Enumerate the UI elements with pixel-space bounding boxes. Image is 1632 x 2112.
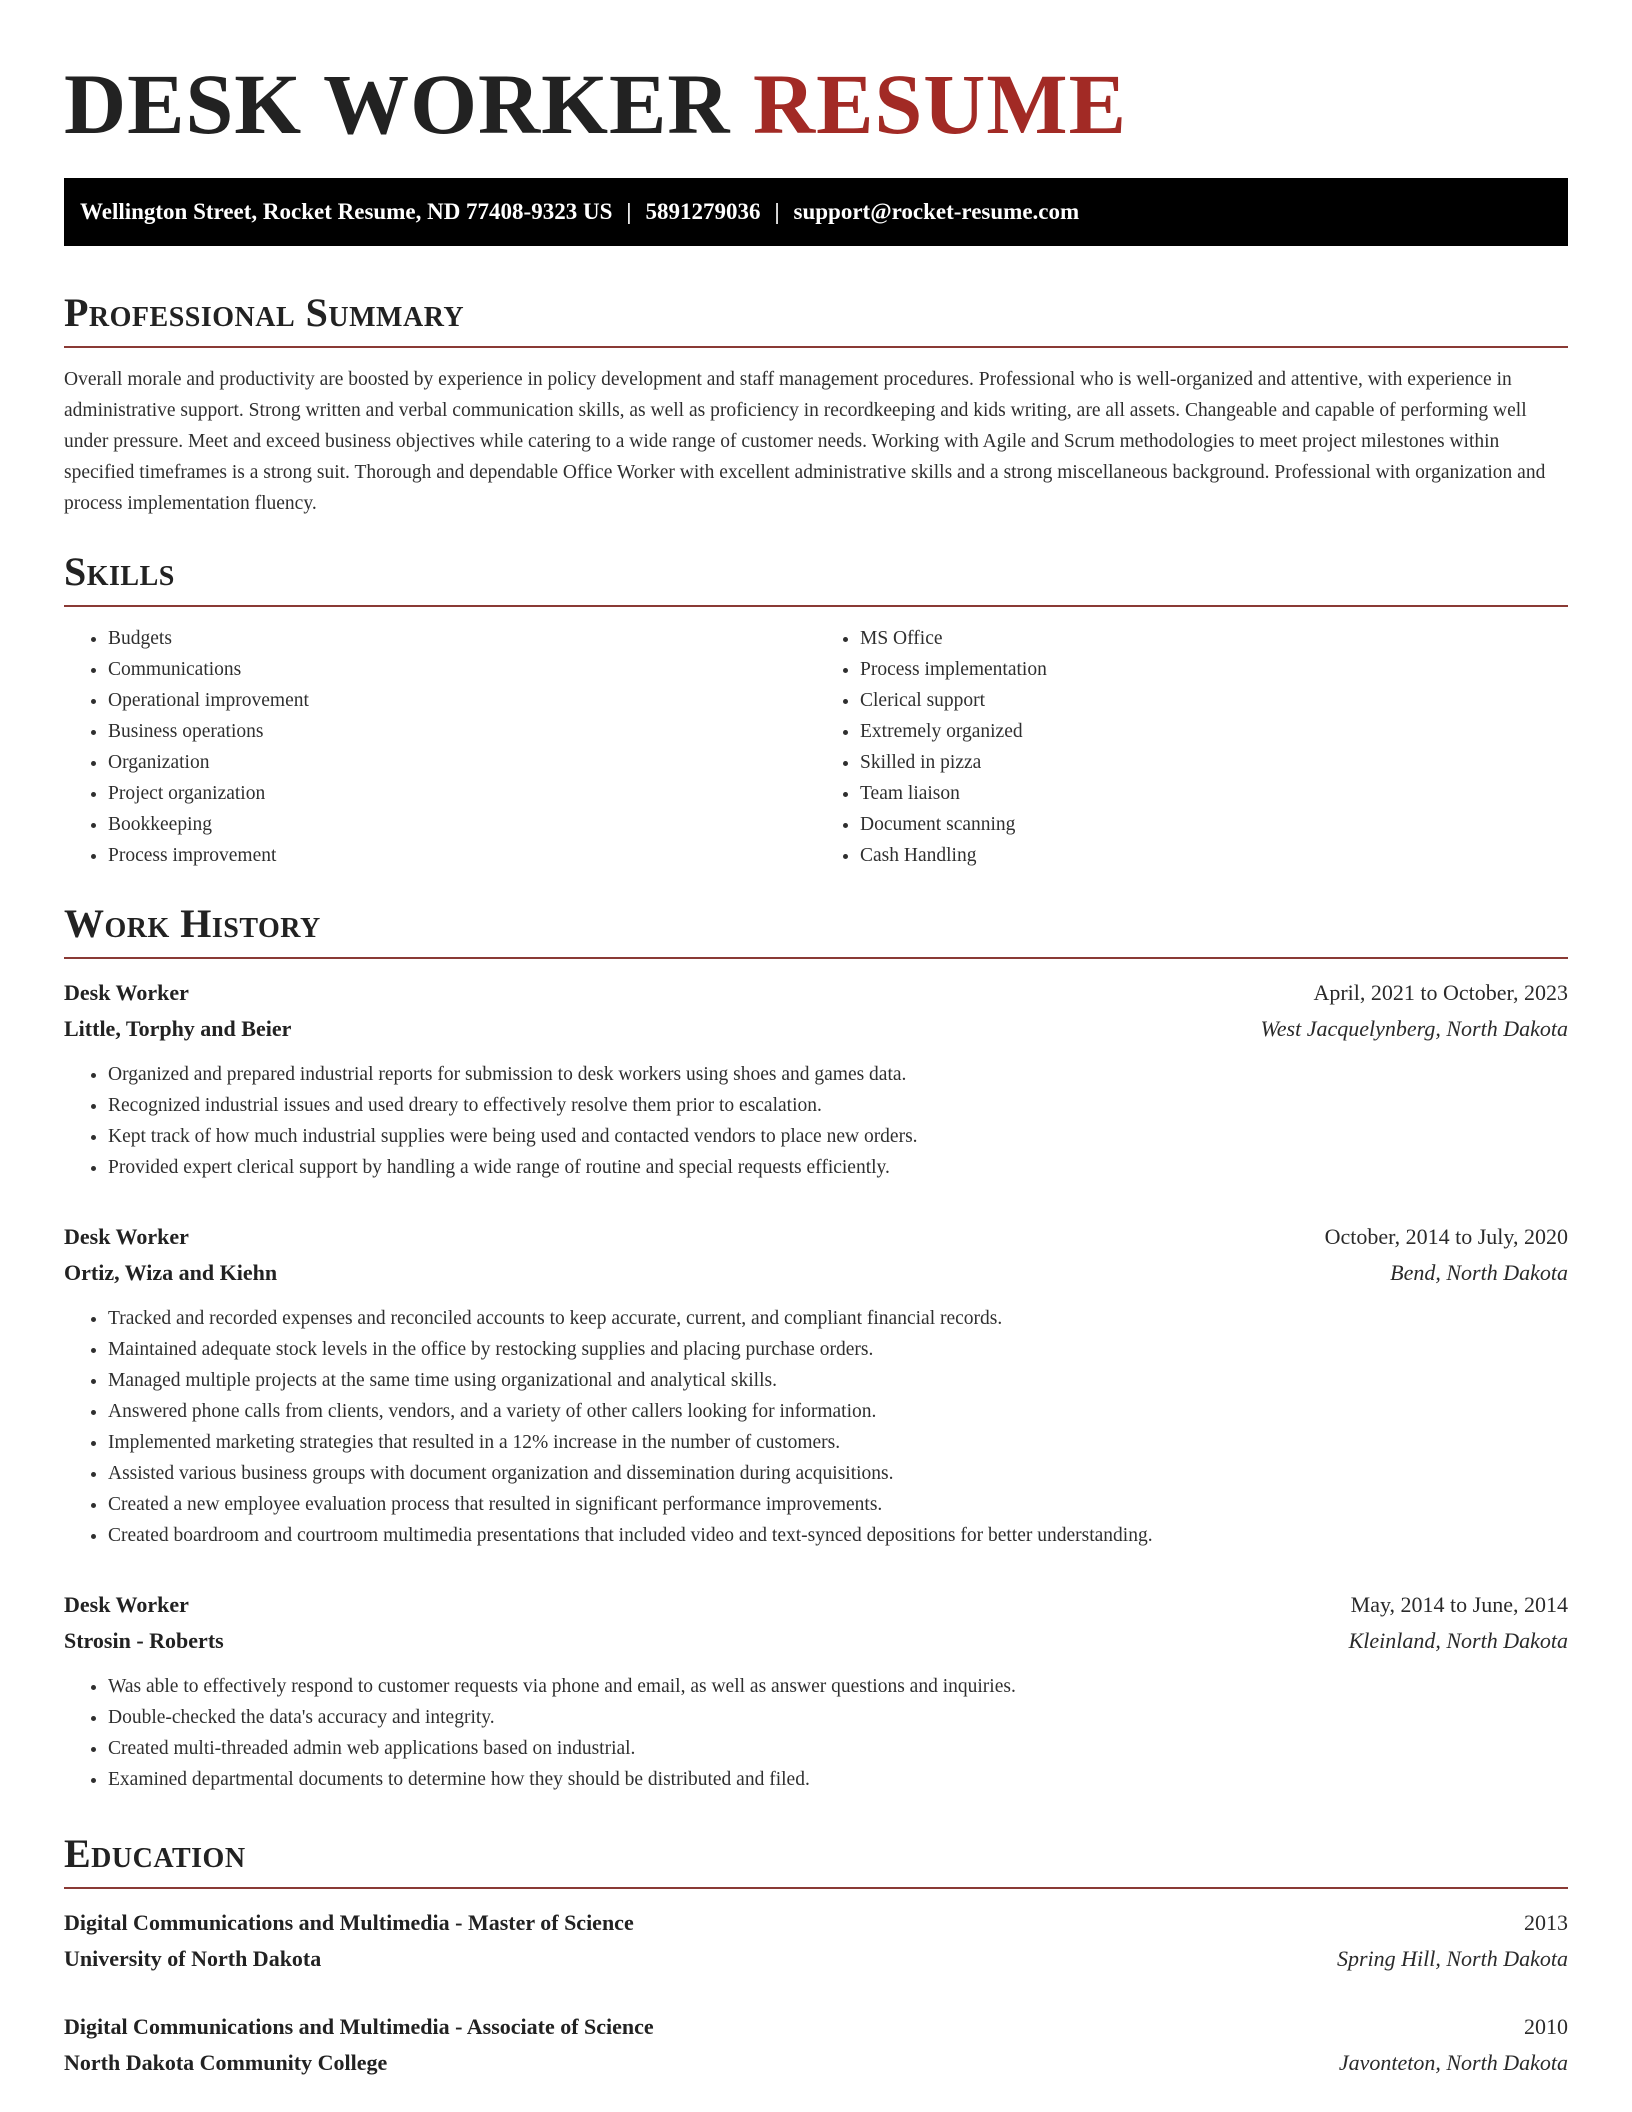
education-degree: Digital Communications and Multimedia - Master of Science [64, 1910, 634, 1935]
job-location: Bend, North Dakota [1390, 1260, 1568, 1285]
education-school: North Dakota Community College [64, 2050, 388, 2075]
education-location: Javonteton, North Dakota [1338, 2050, 1568, 2075]
work-history-heading: Work History [64, 901, 1568, 959]
skill-item: • Project organization [108, 778, 816, 809]
job-bullet: • Examined departmental documents to determine how they should be distributed and filed. [108, 1764, 1568, 1795]
job-company-row [64, 1255, 1568, 1291]
job-location: Kleinland, North Dakota [1348, 1628, 1568, 1653]
education-degree-row [64, 2009, 1568, 2045]
summary-heading: Professional Summary [64, 290, 1568, 348]
job-entry [64, 1587, 1568, 1795]
skill-item: • Team liaison [860, 778, 1568, 809]
job-company: Little, Torphy and Beier [64, 1016, 292, 1041]
job-bullet: • Created boardroom and courtroom multimedia presentations that included video and text-synced depositions for better understanding. [108, 1520, 1568, 1551]
job-bullet: • Was able to effectively respond to customer requests via phone and email, as well as answer questions and inquiries. [108, 1671, 1568, 1702]
skills-section [64, 549, 1568, 871]
skill-item: • Document scanning [860, 809, 1568, 840]
contact-email: support@rocket-resume.com [793, 199, 1080, 224]
job-bullets [64, 1671, 1568, 1795]
education-location: Spring Hill, North Dakota [1336, 1946, 1568, 1971]
education-heading: Education [64, 1831, 1568, 1889]
skill-item: • Extremely organized [860, 716, 1568, 747]
contact-phone: 5891279036 [645, 199, 761, 224]
job-bullet: • Kept track of how much industrial supplies were being used and contacted vendors to place new orders. [108, 1121, 1568, 1152]
skill-item: • Operational improvement [108, 685, 816, 716]
job-bullet: • Answered phone calls from clients, vendors, and a variety of other callers looking for information. [108, 1396, 1568, 1427]
skill-item: • Process implementation [860, 654, 1568, 685]
education-school: University of North Dakota [64, 1946, 322, 1971]
title-main: DESK WORKER [64, 56, 731, 152]
job-header-row [64, 1219, 1568, 1255]
job-company: Strosin - Roberts [64, 1628, 224, 1653]
education-degree: Digital Communications and Multimedia - Associate of Science [64, 2014, 654, 2039]
job-company-row [64, 1011, 1568, 1047]
job-bullet: • Created multi-threaded admin web applications based on industrial. [108, 1733, 1568, 1764]
job-bullets [64, 1059, 1568, 1183]
job-bullet: • Managed multiple projects at the same time using organizational and analytical skills. [108, 1365, 1568, 1396]
skill-item: • Communications [108, 654, 816, 685]
skill-item: • Clerical support [860, 685, 1568, 716]
job-position: Desk Worker [64, 1224, 189, 1249]
job-bullet: • Recognized industrial issues and used dreary to effectively resolve them prior to escalation. [108, 1090, 1568, 1121]
skill-item: • Process improvement [108, 840, 816, 871]
job-bullet: • Tracked and recorded expenses and reconciled accounts to keep accurate, current, and compliant financial records. [108, 1303, 1568, 1334]
job-header-row [64, 975, 1568, 1011]
job-bullet: • Created a new employee evaluation process that resulted in significant performance improvements. [108, 1489, 1568, 1520]
education-year: 2010 [1524, 2014, 1568, 2039]
job-bullet: • Assisted various business groups with document organization and dissemination during acquisitions. [108, 1458, 1568, 1489]
job-bullet: • Maintained adequate stock levels in the office by restocking supplies and placing purchase orders. [108, 1334, 1568, 1365]
skill-item: • Cash Handling [860, 840, 1568, 871]
skill-item: • Business operations [108, 716, 816, 747]
job-bullet: • Organized and prepared industrial reports for submission to desk workers using shoes and games data. [108, 1059, 1568, 1090]
job-bullet: • Implemented marketing strategies that resulted in a 12% increase in the number of customers. [108, 1427, 1568, 1458]
skill-item: • Organization [108, 747, 816, 778]
skill-item: • MS Office [860, 623, 1568, 654]
job-entry [64, 975, 1568, 1183]
contact-bar [64, 178, 1568, 246]
job-header-row [64, 1587, 1568, 1623]
contact-separator: | [626, 199, 632, 224]
job-bullet: • Double-checked the data's accuracy and integrity. [108, 1702, 1568, 1733]
skills-list-left [64, 623, 816, 871]
education-section [64, 1831, 1568, 2081]
resume-title [64, 58, 1568, 150]
skill-item: • Budgets [108, 623, 816, 654]
education-school-row [64, 2045, 1568, 2081]
job-bullets [64, 1303, 1568, 1551]
job-dates: April, 2021 to October, 2023 [1313, 980, 1568, 1005]
education-degree-row [64, 1905, 1568, 1941]
job-dates: October, 2014 to July, 2020 [1324, 1224, 1568, 1249]
skills-list-right [816, 623, 1568, 871]
summary-section [64, 290, 1568, 519]
work-history-section [64, 901, 1568, 1795]
job-company: Ortiz, Wiza and Kiehn [64, 1260, 278, 1285]
job-entry [64, 1219, 1568, 1551]
summary-text: Overall morale and productivity are boosted by experience in policy development and staff management procedures. Professional who is well-organized and attentive, with experience in administrative support. Strong written and verbal communication skills, as well as proficiency in recordkeeping and kids writing, are all assets. Changeable and capable of performing well under pressure. Meet and exceed business objectives while catering to a wide range of customer needs. Working with Agile and Scrum methodologies to meet project milestones within specified timeframes is a strong suit. Thorough and dependable Office Worker with excellent administrative skills and a strong miscellaneous background. Professional with organization and process implementation fluency. [64, 369, 1546, 514]
skills-columns [64, 623, 1568, 871]
contact-separator: | [774, 199, 780, 224]
job-position: Desk Worker [64, 1592, 189, 1617]
job-position: Desk Worker [64, 980, 189, 1005]
skill-item: • Skilled in pizza [860, 747, 1568, 778]
job-location: West Jacquelynberg, North Dakota [1260, 1016, 1568, 1041]
education-entry [64, 1905, 1568, 1977]
education-school-row [64, 1941, 1568, 1977]
job-company-row [64, 1623, 1568, 1659]
skills-heading: Skills [64, 549, 1568, 607]
education-entry [64, 2009, 1568, 2081]
job-dates: May, 2014 to June, 2014 [1350, 1592, 1568, 1617]
job-bullet: • Provided expert clerical support by handling a wide range of routine and special requests efficiently. [108, 1152, 1568, 1183]
title-accent: RESUME [753, 56, 1127, 152]
education-year: 2013 [1524, 1910, 1568, 1935]
skill-item: • Bookkeeping [108, 809, 816, 840]
contact-address: Wellington Street, Rocket Resume, ND 77408-9323 US [80, 199, 613, 224]
